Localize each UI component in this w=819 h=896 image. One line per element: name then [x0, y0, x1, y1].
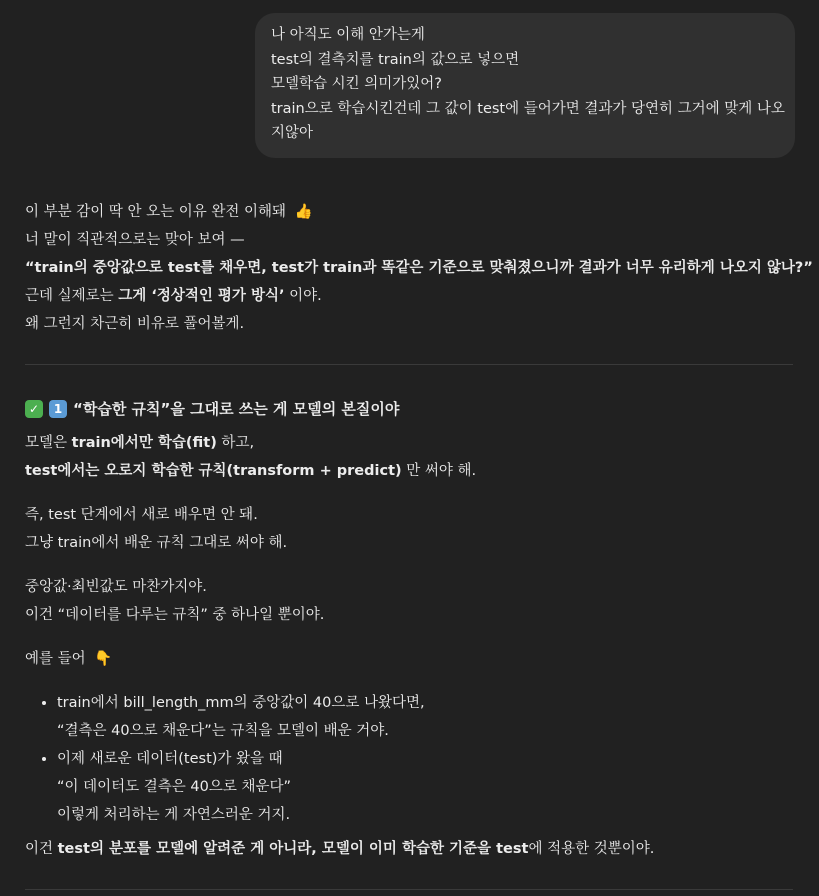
intro-line: 왜 그런지 차근히 비유로 풀어볼게.	[25, 316, 245, 332]
paragraph-line	[25, 835, 795, 863]
text: 에 적용한 것뿐	[528, 841, 622, 857]
intro-quote: “train의 중앙값으로 test를 채우면, test가 train과 똑같은 기준으로 맞춰졌으니까 결과가 너무 유리하게 나오지 않나?”	[25, 260, 813, 276]
number-one-icon: 1	[49, 400, 67, 418]
user-message-line: test의 결측치를 train의 값으로 넣으면	[271, 51, 520, 68]
text: 하고,	[216, 435, 255, 451]
bold-text: test에서는 오로지 학습한 규칙(transform + predict)	[25, 463, 402, 479]
list-item-line: • train에서 bill_length_mm의 중앙값이 40으로 나왔다면,	[57, 695, 425, 711]
text: 모델은	[25, 435, 72, 451]
paragraph-line: 그냥 train에서 배운 규칙 그대로 써야 해.	[25, 535, 288, 551]
text: 만 써야 해.	[401, 463, 477, 479]
paragraph-line	[25, 429, 795, 457]
list-item-line: 이렇게 처리하는 게 자연스러운 거지.	[57, 807, 291, 823]
paragraph-line: 이건 “데이터를 다루는 규칙” 중 하나일 뿐이야.	[25, 607, 325, 623]
user-message-line: 지않아	[271, 125, 314, 141]
bold-text: train에서만 학습(fit)	[71, 435, 217, 451]
text: 이야.	[621, 841, 655, 857]
bold-text: test의 분포를 모델에 알려준 게 아니라, 모델이 이미 학습한 기준을 test	[57, 841, 529, 857]
text: 이건	[25, 841, 58, 857]
list-item	[57, 689, 795, 745]
section-title: “학습한 규칙”을 그대로 쓰는 게 모델의 본질이야	[73, 400, 400, 418]
intro-bold-text: 그게 ‘정상적인 평가 방식’	[118, 288, 285, 304]
list-item-line: “결측은 40으로 채운다”는 규칙을 모델이 배운 거야.	[57, 723, 389, 739]
paragraph-line: 중앙값·최빈값도 마찬가지야.	[25, 579, 207, 595]
intro-text: 이야.	[284, 288, 322, 304]
list-item	[57, 745, 795, 829]
list-item-line: “이 데이터도 결측은 40으로 채운다”	[57, 779, 292, 795]
thumbs-up-icon: 👍	[294, 204, 313, 220]
paragraph-line	[25, 645, 795, 673]
list-item-line: • 이제 새로운 데이터(test)가 왔을 때	[57, 751, 283, 767]
bullet-list	[25, 689, 795, 829]
intro-text: 근데 실제로는	[25, 288, 119, 304]
intro-line	[25, 198, 795, 226]
intro-line	[25, 282, 795, 310]
pointing-down-icon: 👇	[94, 651, 113, 667]
user-message-bubble	[255, 13, 795, 158]
intro-text: 이 부분 감이 딱 안 오는 이유 완전 이해돼	[25, 204, 286, 220]
paragraph-line	[25, 457, 795, 485]
user-message-line: 나 아직도 이해 안가는게	[271, 27, 425, 43]
paragraph-line: 즉, test 단계에서 새로 배우면 안 돼.	[25, 507, 258, 523]
user-message-line: 모델학습 시킨 의미가있어?	[271, 76, 442, 92]
intro-line: 너 말이 직관적으로는 맞아 보여 —	[25, 232, 245, 248]
check-icon: ✓	[25, 400, 43, 418]
section-heading	[25, 395, 795, 423]
user-message-line: train으로 학습시킨건데 그 값이 test에 들어가면 결과가 당연히 그거에 맞게 나오	[271, 100, 785, 117]
text: 예를 들어	[25, 651, 86, 667]
assistant-message	[25, 198, 813, 890]
divider	[25, 889, 793, 890]
divider	[25, 364, 793, 365]
